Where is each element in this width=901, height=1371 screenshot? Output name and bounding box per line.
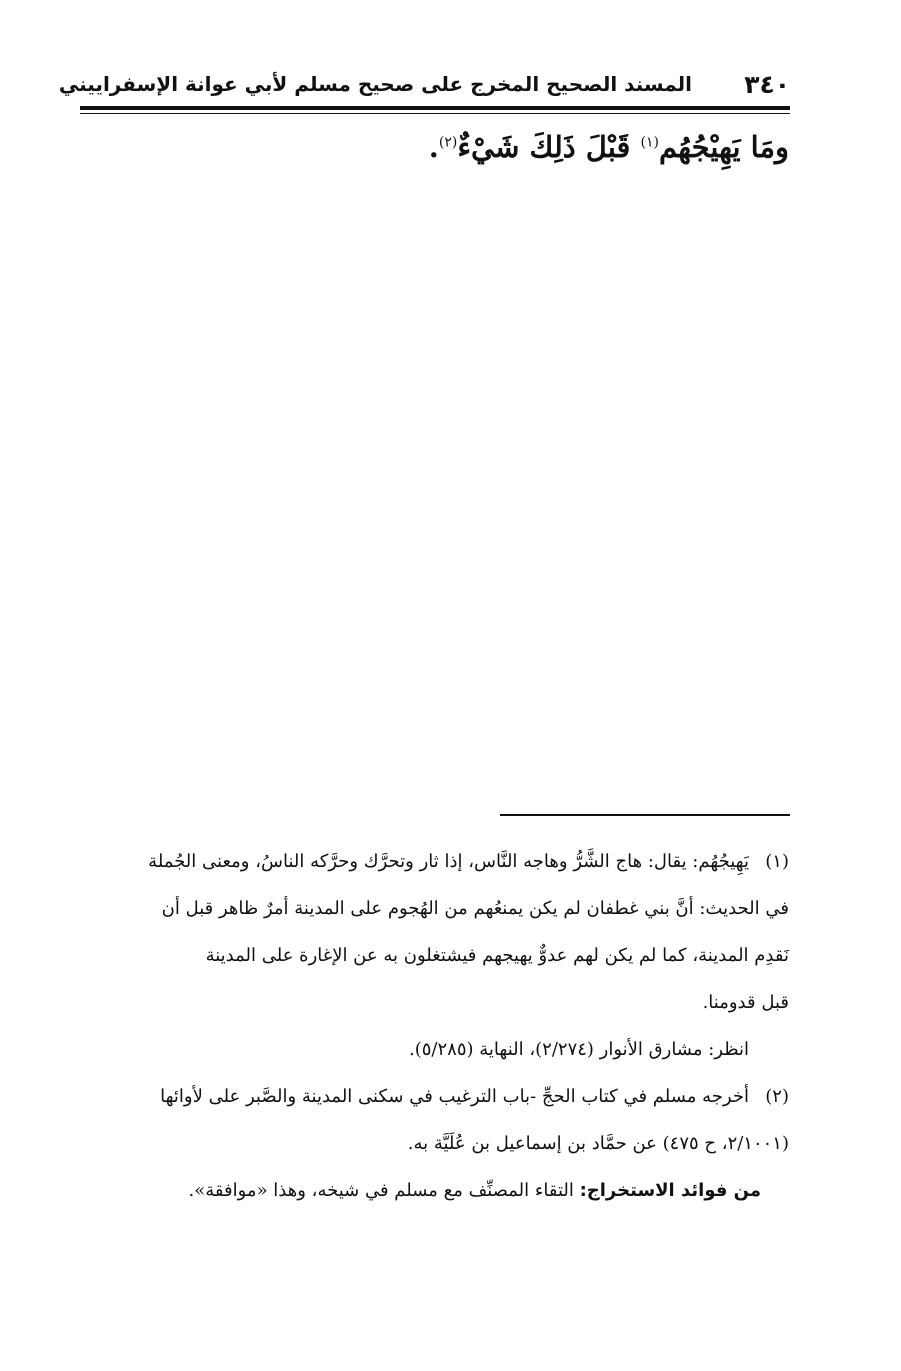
footnote-1-line-3: نَقدِم المدينة، كما لم يكن لهم عدوٌّ يهيجهم فيشتغلون به عن الإغارة على المدينة [205,945,789,966]
footnote-2-marker: (٢) [765,1086,789,1107]
footnote-1-line-4: قبل قدومنا. [702,992,789,1013]
footnote-1 [83,838,789,885]
extraction-benefits-text: التقاء المصنِّف مع مسلم في شيخه، وهذا «موافقة». [188,1180,580,1201]
footnote-1-references: انظر: مشارق الأنوار (٢/٢٧٤)، النهاية (٥/٢٨٥). [409,1039,749,1060]
footnote-1-marker: (١) [765,851,789,872]
running-title: المسند الصحيح المخرج على صحيح مسلم لأبي عوانة الإسفراييني [58,72,692,96]
footnote-ref-2: (٢) [438,134,458,151]
header-rule-thin [80,113,790,114]
hadith-text [429,130,789,164]
page-number: ٣٤٠ [744,70,790,99]
header-rule-thick [80,106,790,110]
extraction-benefits [83,1167,789,1214]
hadith-text-end: . [428,130,439,164]
hadith-text-part2: قَبْلَ ذَلِكَ شَيْءٌ [457,130,641,164]
footnote-1-line-1: يَهِيجُهُم: يقال: هاج الشَّرُّ وهاجه النَّاس، إذا ثار وتحرَّك وحرَّكه الناسُ، ومعنى الجُملة [148,851,749,872]
footnote-2-line-2: (٢/١٠٠١، ح ٤٧٥) عن حمَّاد بن إسماعيل بن عُلَيَّة به. [407,1133,789,1154]
footnote-2-line-1: أخرجه مسلم في كتاب الحجِّ -باب الترغيب في سكنى المدينة والصَّبر على لأوائها [160,1086,749,1107]
footnote-2 [83,1073,789,1120]
extraction-benefits-label: من فوائد الاستخراج: [579,1180,761,1201]
footnote-ref-1: (١) [640,134,659,151]
footnotes [83,838,789,1214]
footnote-divider [500,814,790,816]
page-header [58,66,790,106]
footnote-1-line-2: في الحديث: أنَّ بني غطفان لم يكن يمنعُهم من الهُجوم على المدينة أمرٌ ظاهر قبل أن [161,898,789,919]
hadith-text-part1: ومَا يَهِيْجُهُم [658,130,789,164]
